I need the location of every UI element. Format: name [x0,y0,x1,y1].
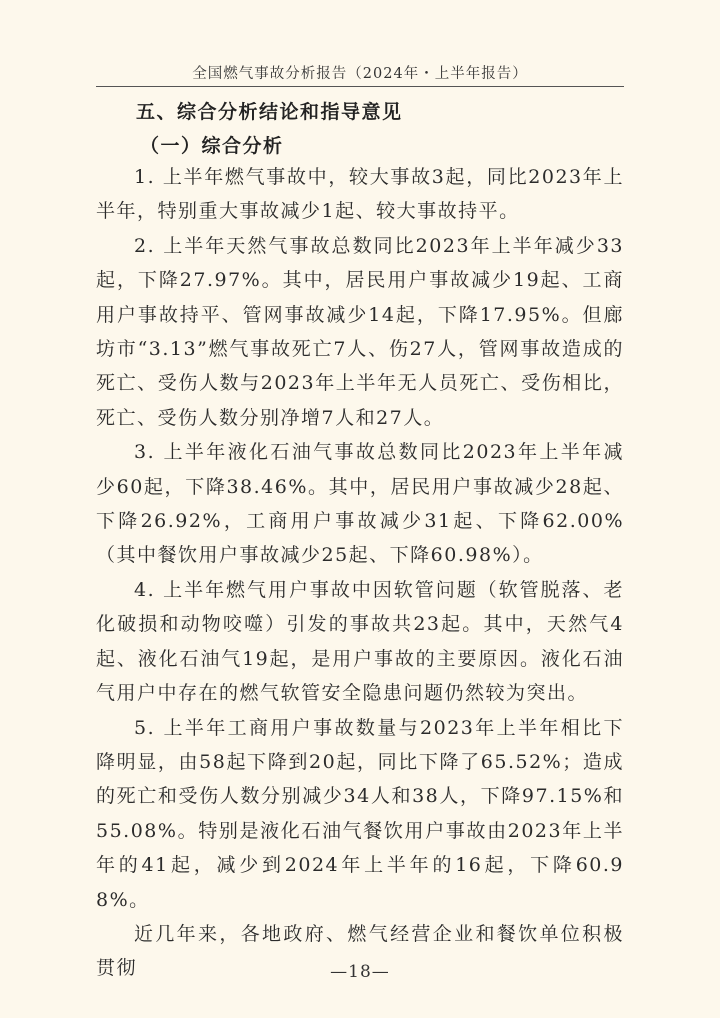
paragraph-5: 5. 上半年工商用户事故数量与2023年上半年相比下降明显，由58起下降到20起，同比下降了65.52%；造成的死亡和受伤人数分别减少34人和38人，下降97.15%和55.08%。特别是液化石油气餐饮用户事故由2023年上半年的41起，减少到2024年上半年的16起，下降60.98%。 [96,716,624,911]
paragraph-2: 2. 上半年天然气事故总数同比2023年上半年减少33起，下降27.97%。其中，居民用户事故减少19起、工商用户事故持平、管网事故减少14起，下降17.95%。但廊坊市“3.13”燃气事故死亡7人、伤27人，管网事故造成的死亡、受伤人数与2023年上半年无人员死亡、受伤相比，死亡、受伤人数分别净增7人和27人。 [96,234,624,429]
running-header: 全国燃气事故分析报告（2024年・上半年报告） [192,66,528,82]
paragraph-4: 4. 上半年燃气用户事故中因软管问题（软管脱落、老化破损和动物咬噬）引发的事故共23起。其中，天然气4起、液化石油气19起，是用户事故的主要原因。液化石油气用户中存在的燃气软管安全隐患问题仍然较为突出。 [96,578,624,705]
header-rule [96,86,624,87]
section-heading: 五、综合分析结论和指导意见 [136,101,403,123]
subsection-heading: （一）综合分析 [140,135,284,157]
page-number: —18— [330,962,390,982]
paragraph-1: 1. 上半年燃气事故中，较大事故3起，同比2023年上半年，特别重大事故减少1起、较大事故持平。 [96,166,624,223]
paragraph-3: 3. 上半年液化石油气事故总数同比2023年上半年减少60起，下降38.46%。其中，居民用户事故减少28起、下降26.92%，工商用户事故减少31起、下降62.00%（其中餐饮用户事故减少25起、下降60.98%）。 [96,441,624,567]
paragraph-6: 近几年来，各地政府、燃气经营企业和餐饮单位积极贯彻 [96,922,624,980]
body-text [96,160,624,986]
